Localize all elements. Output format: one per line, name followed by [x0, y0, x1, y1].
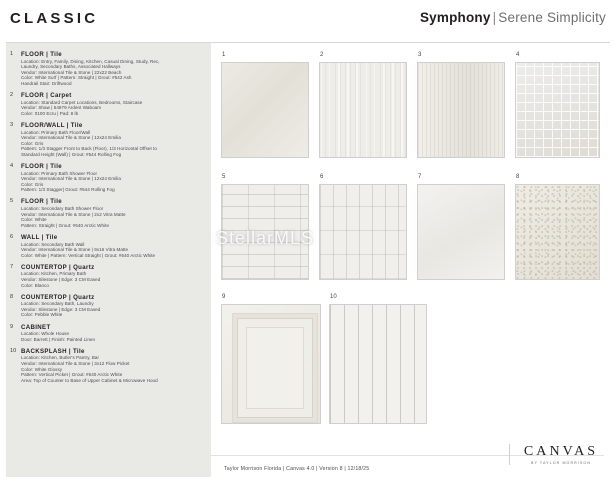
- sample-swatch-secondary-shower-floor: [221, 184, 309, 280]
- collection-name: Symphony: [419, 10, 491, 25]
- spec-title: WALL | Tile: [21, 233, 58, 241]
- spec-line: Vendor: International Tile & Stone | 3x12 Flow Picket: [21, 361, 130, 367]
- spec-line: Location: Secondary Bath Wall: [21, 241, 85, 247]
- sample-number: 6: [320, 174, 324, 180]
- sample-swatch-countertop-blanco: [417, 184, 505, 280]
- sample-swatch-cabinet-door: [221, 304, 321, 424]
- spec-title: COUNTERTOP | Quartz: [21, 263, 95, 271]
- spec-line: Pattern: 1/3 Stagger| Grout: #544 Rolling Fog: [21, 187, 115, 193]
- spec-number: 5: [10, 198, 14, 205]
- page-footer: [6, 444, 610, 482]
- sheet-body: [6, 42, 610, 477]
- spec-number: 4: [10, 163, 14, 169]
- spec-line: Vendor: Silestone | Edge: 3 CM Eased: [21, 306, 101, 312]
- sample-10[interactable]: [329, 295, 427, 425]
- sample-7[interactable]: [417, 175, 505, 280]
- spec-line: Color: Blanco: [21, 282, 49, 288]
- spec-number: 7: [10, 263, 14, 270]
- spec-line: Color: White Surf | Pattern: Straight | Grout: #542 Ash: [21, 75, 132, 81]
- spec-item-1: [10, 51, 205, 87]
- cabinet-door-inner-panel: [246, 327, 304, 408]
- spec-item-2: [10, 92, 205, 116]
- spec-line: Area: Top of Counter to Base of Upper Cabinet & Microwave Hood: [21, 377, 158, 383]
- watermark: StellarMLS: [216, 228, 315, 248]
- sample-number: 4: [516, 52, 520, 58]
- spec-line: Vendor: International Tile & Stone | 12x24 Emilia: [21, 135, 121, 141]
- spec-line: Location: Whole House: [21, 331, 70, 337]
- spec-item-3: [10, 122, 205, 158]
- spec-item-10: [10, 348, 205, 384]
- spec-line: Location: Primary Bath Shower Floor: [21, 170, 98, 176]
- sample-swatch-floor-tile: [221, 62, 309, 158]
- spec-line: Location: Kitchen, Butler's Pantry, Bar: [21, 355, 100, 361]
- spec-line: Vendor: International Tile & Stone | 22x22 Beach: [21, 69, 122, 75]
- sample-number: 1: [222, 52, 226, 58]
- spec-line: Color: 0100 Ecru | Pad: 8 lb: [21, 110, 79, 116]
- specification-list: [6, 43, 211, 477]
- sample-number: 10: [330, 294, 337, 300]
- spec-line: Color: White | Pattern: Vertical Straight | Grout: #640 Arctic White: [21, 252, 156, 258]
- spec-number: 9: [10, 323, 14, 330]
- spec-line: Vendor: International Tile & Stone | 9x16 Vitra Matte: [21, 247, 129, 253]
- spec-line: Laundry, Secondary Baths, Associated Hallways: [21, 64, 121, 70]
- sample-4[interactable]: [515, 53, 600, 158]
- spec-title: BACKSPLASH | Tile: [21, 347, 85, 355]
- brand-title: CLASSIC: [10, 10, 99, 27]
- spec-item-5: [10, 198, 205, 228]
- spec-line: Location: Standard Carpet Locations, Bedrooms, Staircase: [21, 99, 143, 105]
- spec-line: Handrail Stair: Driftwood: [21, 80, 72, 86]
- spec-line: Color: White: [21, 217, 47, 223]
- spec-line: Color: Pebble White: [21, 312, 63, 318]
- spec-line: Location: Entry, Family, Dining, Kitchen, Casual Dining, Study, Rec,: [21, 58, 160, 64]
- spec-line: Color: Gris: [21, 140, 44, 146]
- spec-title: FLOOR/WALL | Tile: [21, 121, 83, 129]
- spec-number: 3: [10, 121, 14, 128]
- spec-line: Vendor: International Tile & Stone | 2x2 Vitra Matte: [21, 211, 126, 217]
- page-header: [0, 0, 616, 42]
- canvas-logo-subtitle: BY TAYLOR MORRISON: [530, 461, 592, 465]
- sample-1[interactable]: [221, 53, 309, 158]
- collection-title: [420, 10, 606, 25]
- spec-line: Vendor: Shaw | 54979 Ardent Waboam: [21, 105, 102, 111]
- sample-number: 5: [222, 174, 226, 180]
- spec-title: COUNTERTOP | Quartz: [21, 293, 95, 301]
- spec-line: Location: Kitchen, Primary Bath: [21, 271, 87, 277]
- sample-3[interactable]: [417, 53, 505, 158]
- sample-9[interactable]: [221, 295, 321, 425]
- spec-title: FLOOR | Tile: [21, 51, 63, 58]
- spec-line: Location: Primary Bath Floor/Wall: [21, 129, 91, 135]
- canvas-logo: [509, 444, 604, 465]
- spec-number: 2: [10, 92, 14, 99]
- sample-swatch-wall-tile: [319, 184, 407, 280]
- sample-grid: [211, 43, 610, 477]
- collection-subtitle: Serene Simplicity: [498, 10, 606, 25]
- spec-item-9: [10, 324, 205, 343]
- footer-meta: Taylor Morrison Florida | Canvas 4.0 | Version 8 | 12/18/25: [224, 466, 370, 472]
- sample-2[interactable]: [319, 53, 407, 158]
- spec-line: Color: White Glossy: [21, 366, 63, 372]
- sample-number: 9: [222, 294, 226, 300]
- spec-title: FLOOR | Tile: [21, 163, 63, 170]
- spec-line: Location: Secondary Bath Shower Floor: [21, 206, 104, 212]
- sample-6[interactable]: [319, 175, 407, 280]
- spec-item-8: [10, 294, 205, 318]
- sample-number: 8: [516, 174, 520, 180]
- spec-line: Vendor: International Tile & Stone | 12x24 Emilia: [21, 176, 121, 182]
- spec-item-4: [10, 163, 205, 193]
- spec-number: 1: [10, 51, 14, 57]
- spec-line: Door: Barrett | Finish: Painted Linen: [21, 336, 96, 342]
- sample-swatch-backsplash-tile: [329, 304, 427, 424]
- spec-number: 6: [10, 233, 14, 240]
- sample-swatch-carpet: [319, 62, 407, 158]
- sample-swatch-countertop-pebble-white: [515, 184, 600, 280]
- spec-item-6: [10, 234, 205, 258]
- canvas-logo-word: CANVAS: [523, 444, 599, 459]
- spec-number: 8: [10, 293, 14, 300]
- spec-line: Location: Secondary Bath, Laundry: [21, 301, 94, 307]
- spec-line: Pattern: Vertical Picket | Grout: #640 Arctic White: [21, 372, 123, 378]
- spec-line: Pattern: Straight | Grout: #640 Arctic White: [21, 222, 110, 228]
- sample-8[interactable]: [515, 175, 600, 280]
- spec-line: Vendor: Silestone | Edge: 3 CM Eased: [21, 277, 101, 282]
- sample-swatch-floorwall-tile: [417, 62, 505, 158]
- collection-separator: |: [492, 10, 497, 25]
- sample-5[interactable]: [221, 175, 309, 280]
- cabinet-door-panel: [233, 314, 317, 421]
- spec-item-7: [10, 264, 205, 288]
- spec-title: FLOOR | Tile: [21, 198, 63, 206]
- sample-number: 3: [418, 52, 422, 58]
- sample-number: 2: [320, 52, 324, 58]
- sample-number: 7: [418, 174, 422, 180]
- sample-swatch-shower-floor-tile: [515, 62, 600, 158]
- spec-line: Standard Height (Wall) | Grout: #544 Rolling Fog: [21, 151, 122, 157]
- spec-title: FLOOR | Carpet: [21, 92, 72, 100]
- spec-line: Pattern: 1/3 Stagger Front to Back (Floor), 1/3 Horizontal Offset to: [21, 146, 157, 152]
- spec-number: 10: [10, 347, 17, 354]
- spec-line: Color: Gris: [21, 181, 44, 187]
- spec-title: CABINET: [21, 323, 51, 331]
